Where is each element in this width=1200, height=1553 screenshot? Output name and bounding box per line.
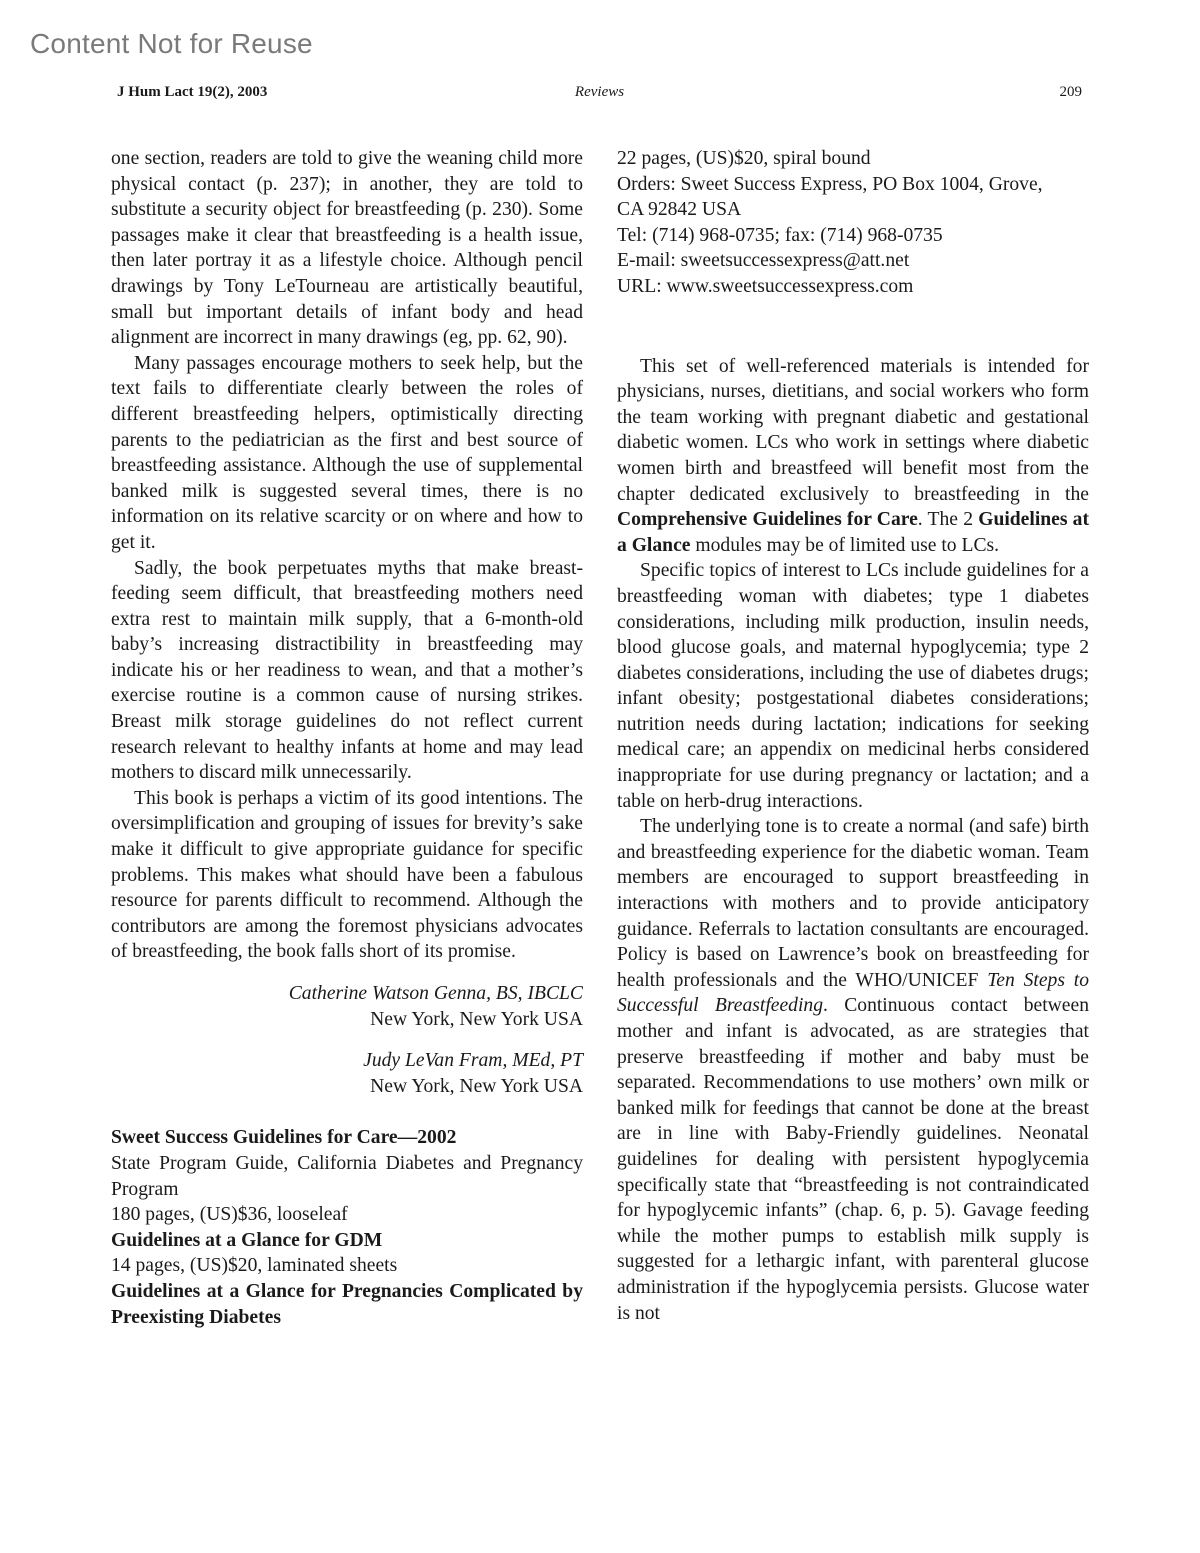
reviewer-signature bbox=[111, 1048, 583, 1099]
text-run: modules may be of limited use to LCs. bbox=[690, 534, 1000, 556]
running-head bbox=[117, 84, 1082, 106]
paragraph bbox=[617, 354, 1089, 559]
book-description: State Program Guide, California Diabetes and Pregnancy Program bbox=[111, 1152, 583, 1200]
email: E-mail: sweetsuccessexpress@att.net bbox=[617, 250, 910, 272]
telephone: Tel: (714) 968-0735; fax: (714) 968-0735 bbox=[617, 224, 943, 246]
paragraph: one section, readers are told to give the weaning child more physical contact (p. 237); in another, they are told to substitute a security object for breastfeeding (p. 230). Some passages make it clear that breastfeeding is a health issue, then later portray it as a lifestyle choice. Although pencil drawings by Tony LeTourneau are artistically beautiful, small but important details of infant body and head alignment are incorrect in many drawings (eg, pp. 62, 90). bbox=[111, 148, 583, 349]
bold-title: Guidelines at a Glance bbox=[617, 509, 1090, 556]
orders-address-cont: CA 92842 USA bbox=[617, 199, 742, 221]
spacer bbox=[617, 300, 1089, 354]
text-run: This set of well-referenced materials is intended for physicians, nurses, dietitians, and social workers who form the team working with pregnant diabetic and gestational diabetic women. LCs who work in settings where diabetic women birth and breastfeed will benefit most from the chapter dedicated exclusively to breastfeeding in the bbox=[617, 355, 1089, 505]
bold-title: Comprehensive Guidelines for Care bbox=[617, 509, 918, 531]
section-label: Reviews bbox=[574, 84, 625, 100]
reviewer-name: Catherine Watson Genna, BS, IBCLC bbox=[288, 983, 583, 1004]
text-run: . Continuous contact between mother and infant is advocated, as are strategies that preserve breastfeeding if mother and baby must be separated. Recommendations to use mothers’ own milk or banked milk for feedings that cannot be done at the breast are in line with Baby-Friendly guidelines. Neonatal guidelines for dealing with persistent hypoglycemia specifically state that “breastfeeding is not contraindicated for hypoglycemic infants” (chap. 6, p. 5). Gavage feeding while the mother pumps to establish milk supply is suggested for a lethargic infant, with parenteral glucose administration if the hypoglycemia persists. Glucose water is not bbox=[617, 995, 1089, 1324]
book-details: 180 pages, (US)$36, looseleaf bbox=[111, 1204, 348, 1226]
italic-title: Ten Steps to Successful Breastfeeding bbox=[617, 969, 1089, 1017]
journal-citation: J Hum Lact 19(2), 2003 bbox=[117, 84, 268, 100]
paragraph: Specific topics of interest to LCs include guidelines for a breastfeeding woman with diabetes; type 1 diabetes considerations, including milk production, insulin needs, blood glucose goals, and maternal hypoglycemia; type 2 diabetes considerations, including the use of diabetes drugs; infant obesity; postgestational diabetes considerations; nutrition needs during lactation; indications for seeking medical care; an appendix on medicinal herbs considered inappropriate for use during pregnancy or lactation; and a table on herb-drug interactions. bbox=[617, 560, 1089, 812]
left-column bbox=[111, 146, 583, 1330]
orders-address: Orders: Sweet Success Express, PO Box 1004, Grove, bbox=[617, 173, 1043, 195]
book-title: Sweet Success Guidelines for Care—2002 bbox=[111, 1127, 457, 1149]
page-number: 209 bbox=[1059, 84, 1082, 100]
book-details: 22 pages, (US)$20, spiral bound bbox=[617, 148, 871, 169]
text-run: . The 2 bbox=[917, 509, 979, 531]
url: URL: www.sweetsuccessexpress.com bbox=[617, 275, 914, 297]
book-details: 14 pages, (US)$20, laminated sheets bbox=[111, 1255, 398, 1277]
reviewer-location: New York, New York USA bbox=[370, 1075, 583, 1097]
order-info bbox=[617, 146, 1089, 300]
watermark: Content Not for Reuse bbox=[30, 28, 313, 59]
book-title: Guidelines at a Glance for GDM bbox=[111, 1229, 383, 1251]
reviewer-signature bbox=[111, 981, 583, 1032]
paragraph: Sadly, the book perpetuates myths that make breastfeeding seem difficult, that breastfeeding mothers need extra rest to maintain milk supply, that a 6-month-old baby’s increasing distractibility in breastfeeding may indicate his or her readiness to wean, and that a mother’s exercise routine is a common cause of nursing strikes. Breast milk storage guidelines do not reflect current research relevant to healthy infants at home and may lead mothers to discard milk unnecessarily. bbox=[111, 557, 583, 784]
reviewer-location: New York, New York USA bbox=[370, 1008, 583, 1030]
book-listing bbox=[111, 1125, 583, 1330]
reviewer-name: Judy LeVan Fram, MEd, PT bbox=[363, 1050, 583, 1072]
paragraph: Many passages encourage mothers to seek help, but the text fails to differentiate clearly between the roles of different breastfeeding helpers, optimistically directing parents to the pediatrician as the first and best source of breastfeeding assistance. Although the use of supplemental banked milk is suggested several times, there is no information on its relative scarcity or on where and how to get it. bbox=[111, 352, 583, 553]
book-title: Guidelines at a Glance for Pregnancies Complicated by Preexisting Diabetes bbox=[111, 1280, 583, 1328]
right-column bbox=[617, 146, 1089, 1326]
paragraph: This book is perhaps a victim of its good intentions. The oversimplification and grouping of issues for brevity’s sake make it difficult to give appropriate guidance for specific problems. This makes what should have been a fabulous resource for parents difficult to recommend. Although the contributors are among the foremost physicians advocates of breastfeeding, the book falls short of its promise. bbox=[111, 787, 583, 963]
text-run: The underlying tone is to create a normal (and safe) birth and breastfeeding experience for the diabetic woman. Team members are encouraged to support breastfeeding in interactions with mothers and to provide anticipatory guidance. Referrals to lactation consultants are encouraged. Policy is based on Lawrence’s book on breastfeeding for health professionals and the WHO/UNICEF bbox=[617, 816, 1089, 991]
paragraph bbox=[617, 814, 1089, 1326]
